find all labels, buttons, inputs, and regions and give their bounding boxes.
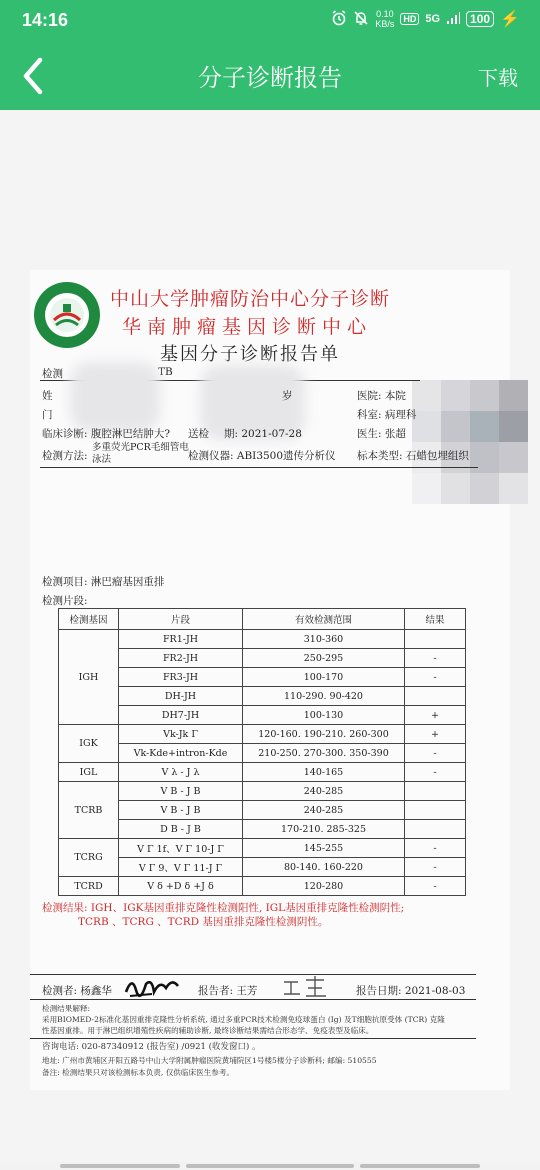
table-row	[59, 763, 466, 782]
result-cell: +	[405, 706, 466, 725]
result-cell	[405, 820, 466, 839]
net-speed-value: 0.10	[376, 9, 394, 19]
status-icons	[331, 9, 520, 29]
notes-title: 检测结果解释:	[42, 1004, 91, 1013]
table-row	[59, 820, 466, 839]
range-cell: 100-130	[243, 706, 405, 725]
table-row	[59, 744, 466, 763]
result-cell: -	[405, 839, 466, 858]
tester-signature	[122, 974, 182, 1000]
segment-cell: FR3-JH	[119, 668, 243, 687]
scroll-indicator	[186, 1164, 354, 1168]
hospital-logo	[32, 280, 102, 350]
range-cell: 145-255	[243, 839, 405, 858]
test-fragments-label: 检测片段:	[42, 595, 88, 607]
method-value: 多重荧光PCR毛细管电泳法	[92, 442, 189, 465]
result-cell: -	[405, 858, 466, 877]
result-cell	[405, 687, 466, 706]
test-project: 检测项目: 淋巴瘤基因重排	[42, 576, 165, 588]
range-cell: 240-285	[243, 801, 405, 820]
hospital-field: 医院: 本院	[357, 390, 406, 402]
notes-line1: 采用BIOMED-2标准化基因重排克隆性分析系统, 通过多重PCR技术检测免疫球蛋白 (Ig) 及T细胞抗原受体 (TCR) 克隆	[42, 1015, 445, 1024]
reporter-field: 报告者: 王芳	[198, 985, 258, 997]
report-title: 基因分子诊断报告单	[160, 344, 340, 365]
app-header	[0, 42, 540, 110]
hospital-name-line1: 中山大学肿瘤防治中心分子诊断	[110, 288, 391, 310]
address: 地址: 广州市黄埔区开阳五路号中山大学附属肿瘤医院黄埔院区1号楼5楼分子诊断科; 邮编: 510555	[42, 1056, 377, 1065]
segment-cell: V Γ 1f、V Γ 10-J Γ	[119, 839, 243, 858]
result-cell: +	[405, 725, 466, 744]
segment-cell: Vk-Jk Γ	[119, 725, 243, 744]
segment-cell: V B - J B	[119, 782, 243, 801]
page-title: 分子诊断报告	[198, 64, 342, 92]
report-date: 报告日期: 2021-08-03	[356, 985, 466, 997]
result-cell: -	[405, 744, 466, 763]
result-cell	[405, 630, 466, 649]
col-header-range: 有效检测范围	[243, 609, 405, 630]
hospital-name-line2: 华南肿瘤基因诊断中心	[122, 316, 373, 338]
alarm-icon	[331, 10, 347, 29]
col-header-gene: 检测基因	[59, 609, 119, 630]
range-cell: 80-140. 160-220	[243, 858, 405, 877]
table-row	[59, 839, 466, 858]
range-cell: 240-285	[243, 782, 405, 801]
table-row	[59, 668, 466, 687]
segment-cell: D B - J B	[119, 820, 243, 839]
segment-cell: FR2-JH	[119, 649, 243, 668]
submit-date: 期: 2021-07-28	[224, 428, 302, 440]
status-bar	[0, 0, 540, 42]
col-header-result: 结果	[405, 609, 466, 630]
charging-icon: ⚡	[500, 11, 520, 28]
result-cell	[405, 801, 466, 820]
segment-cell: DH7-JH	[119, 706, 243, 725]
department-field: 科室: 病理科	[357, 409, 417, 421]
reporter-signature	[280, 974, 330, 1000]
segment-cell: Vk-Kde+intron-Kde	[119, 744, 243, 763]
patient-name-label: 姓	[42, 390, 53, 402]
tester-field: 检测者: 杨鑫华	[42, 985, 112, 997]
divider	[30, 1038, 476, 1039]
notes-line2: 性基因重排。用于淋巴组织增殖性疾病的辅助诊断, 最终诊断结果需结合形态学、免疫表型及临床。	[42, 1026, 374, 1035]
test-result-line1: 检测结果: IGH、IGK基因重排克隆性检测阳性, IGL基因重排克隆性检测阴性;	[42, 902, 405, 914]
range-cell: 110-290. 90-420	[243, 687, 405, 706]
submit-date-label: 送检	[188, 428, 209, 440]
outpatient-label: 门	[42, 409, 53, 421]
range-cell: 310-360	[243, 630, 405, 649]
col-header-segment: 片段	[119, 609, 243, 630]
instrument-field: 检测仪器: ABI3500遗传分析仪	[188, 450, 336, 462]
result-cell: -	[405, 877, 466, 896]
battery-indicator: 100	[466, 11, 494, 27]
range-cell: 250-295	[243, 649, 405, 668]
status-time: 14:16	[22, 10, 69, 30]
test-result-line2: TCRB 、TCRG 、TCRD 基因重排克隆性检测阴性。	[78, 916, 329, 928]
signal-icon	[446, 11, 460, 28]
table-row	[59, 687, 466, 706]
result-cell: -	[405, 649, 466, 668]
contact-phone: 咨询电话: 020-87340912 (报告室) /0921 (收发窗口) 。	[42, 1042, 261, 1052]
scroll-indicator	[60, 1164, 180, 1168]
gene-rearrangement-table	[58, 608, 466, 896]
privacy-mosaic	[412, 380, 528, 502]
range-cell: 170-210. 285-325	[243, 820, 405, 839]
divider	[30, 974, 476, 975]
download-button[interactable]: 下载	[478, 66, 518, 90]
result-cell	[405, 782, 466, 801]
table-row	[59, 801, 466, 820]
table-row	[59, 725, 466, 744]
remark: 备注: 检测结果只对该检测标本负责, 仅供临床医生参考。	[42, 1068, 235, 1077]
segment-cell: FR1-JH	[119, 630, 243, 649]
gene-cell: IGH	[59, 630, 119, 725]
hd-badge: HD	[400, 13, 419, 25]
sample-type-field: 标本类型: 石蜡包埋组织	[357, 450, 469, 462]
segment-cell: V λ - J λ	[119, 763, 243, 782]
range-cell: 210-250. 270-300. 350-390	[243, 744, 405, 763]
table-row	[59, 877, 466, 896]
divider	[40, 467, 478, 468]
scroll-indicator	[360, 1164, 480, 1168]
privacy-blur	[70, 362, 160, 432]
gene-cell: IGL	[59, 763, 119, 782]
clinical-diagnosis: 临床诊断: 腹腔淋巴结肿大?	[42, 428, 171, 440]
gene-cell: TCRG	[59, 839, 119, 877]
signal-label: 5G	[425, 13, 441, 25]
range-cell: 140-165	[243, 763, 405, 782]
table-row	[59, 706, 466, 725]
range-cell: 100-170	[243, 668, 405, 687]
net-speed	[375, 9, 394, 29]
report-document	[30, 270, 510, 1090]
segment-cell: DH-JH	[119, 687, 243, 706]
segment-cell: V δ +D δ +J δ	[119, 877, 243, 896]
report-id-suffix: TB	[158, 366, 173, 378]
report-viewer[interactable]	[0, 110, 540, 1162]
segment-cell: V Γ 9、V Γ 11-J Γ	[119, 858, 243, 877]
result-cell: -	[405, 763, 466, 782]
gene-cell: IGK	[59, 725, 119, 763]
segment-cell: V B - J B	[119, 801, 243, 820]
patient-age: 岁	[282, 390, 293, 402]
table-row	[59, 782, 466, 801]
divider	[30, 999, 476, 1000]
gene-cell: TCRD	[59, 877, 119, 896]
mute-icon	[353, 10, 369, 29]
report-id-label: 检测	[42, 368, 63, 380]
net-speed-unit: KB/s	[375, 19, 395, 29]
range-cell: 120-280	[243, 877, 405, 896]
table-row	[59, 630, 466, 649]
table-header-row	[59, 609, 466, 630]
method-label: 检测方法:	[42, 450, 88, 462]
result-cell: -	[405, 668, 466, 687]
range-cell: 120-160. 190-210. 260-300	[243, 725, 405, 744]
table-row	[59, 649, 466, 668]
gene-cell: TCRB	[59, 782, 119, 839]
doctor-field: 医生: 张超	[357, 428, 406, 440]
table-row	[59, 858, 466, 877]
